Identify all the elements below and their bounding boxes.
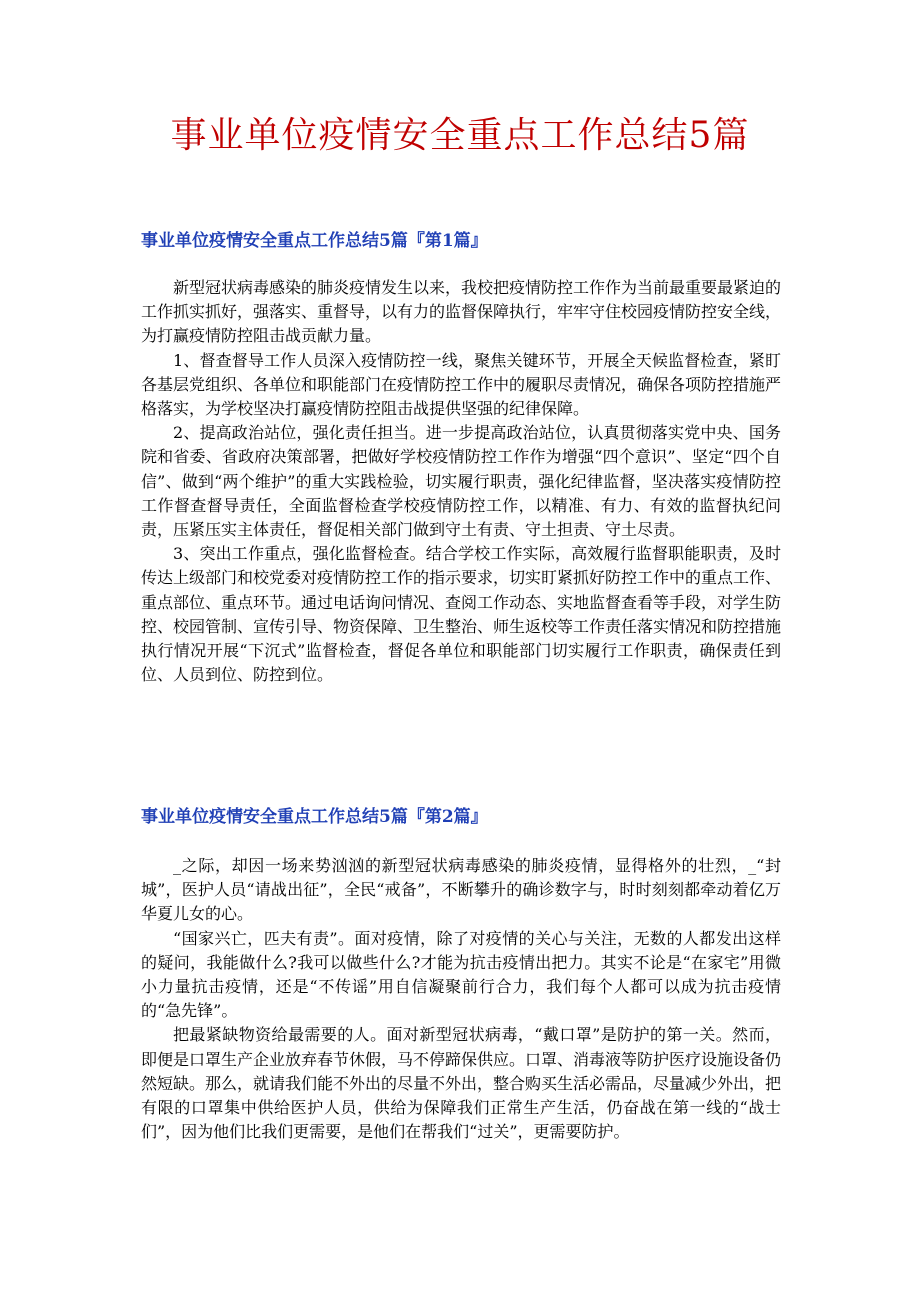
section-heading: 事业单位疫情安全重点工作总结5篇『第1篇』	[141, 231, 488, 251]
paragraph: 2、提高政治站位，强化责任担当。进一步提高政治站位，认真贯彻落实党中央、国务院和省委、省政府决策部署，把做好学校疫情防控工作作为增强“四个意识”、坚定“四个自信”、做到“两个维护”的重大实践检验，切实履行职责，强化纪律监督，坚决落实疫情防控工作督查督导责任，全面监督检查学校疫情防控工作，以精准、有力、有效的监督执纪问责，压紧压实主体责任，督促相关部门做到守土有责、守土担责、守土尽责。	[141, 423, 781, 540]
paragraph: 1、督查督导工作人员深入疫情防控一线，聚焦关键环节，开展全天候监督检查，紧盯各基层党组织、各单位和职能部门在疫情防控工作中的履职尽责情况，确保各项防控措施严格落实，为学校坚决打赢疫情防控阻击战提供坚强的纪律保障。	[141, 350, 782, 419]
section-heading: 事业单位疫情安全重点工作总结5篇『第2篇』	[141, 807, 488, 827]
paragraph: 3、突出工作重点，强化监督检查。结合学校工作实际，高效履行监督职能职责，及时传达上级部门和校党委对疫情防控工作的指示要求，切实盯紧抓好防控工作中的重点工作、重点部位、重点环节。通过电话询问情况、查阅工作动态、实地监督查看等手段，对学生防控、校园管制、宣传引导、物资保障、卫生整治、师生返校等工作责任落实情况和防控措施执行情况开展“下沉式”监督检查，督促各单位和职能部门切实履行工作职责，确保责任到位、人员到位、防控到位。	[141, 544, 782, 685]
paragraph: 把最紧缺物资给最需要的人。面对新型冠状病毒，“戴口罩”是防护的第一关。然而，即便是口罩生产企业放弃春节休假，马不停蹄保供应。口罩、消毒液等防护医疗设施设备仍然短缺。那么，就请我们能不外出的尽量不外出，整合购买生活必需品，尽量减少外出，把有限的口罩集中供给医护人员，供给为保障我们正常生产生活，仍奋战在第一线的“战士们”，因为他们比我们更需要，是他们在帮我们“过关”，更需要防护。	[141, 1025, 782, 1142]
document-title: 事业单位疫情安全重点工作总结5篇	[170, 115, 750, 156]
paragraph: 新型冠状病毒感染的肺炎疫情发生以来，我校把疫情防控工作作为当前最重要最紧迫的工作抓实抓好，强落实、重督导，以有力的监督保障执行，牢牢守住校园疫情防控安全线，为打赢疫情防控阻击战贡献力量。	[141, 278, 782, 346]
section-2	[141, 805, 781, 1144]
paragraph: _之际，却因一场来势汹汹的新型冠状病毒感染的肺炎疫情，显得格外的壮烈，_“封城”，医护人员“请战出征”，全民“戒备”，不断攀升的确诊数字与，时时刻刻都牵动着亿万华夏儿女的心。	[141, 856, 781, 924]
section-1	[141, 229, 781, 687]
section-body	[141, 276, 781, 687]
section-body	[141, 854, 781, 1144]
paragraph: “国家兴亡，匹夫有责”。面对疫情，除了对疫情的关心与关注，无数的人都发出这样的疑问，我能做什么?我可以做些什么?才能为抗击疫情出把力。其实不论是“在家宅”用微小力量抗击疫情，还是“不传谣”用自信凝聚前行合力，我们每个人都可以成为抗击疫情的“急先锋”。	[141, 928, 781, 1021]
